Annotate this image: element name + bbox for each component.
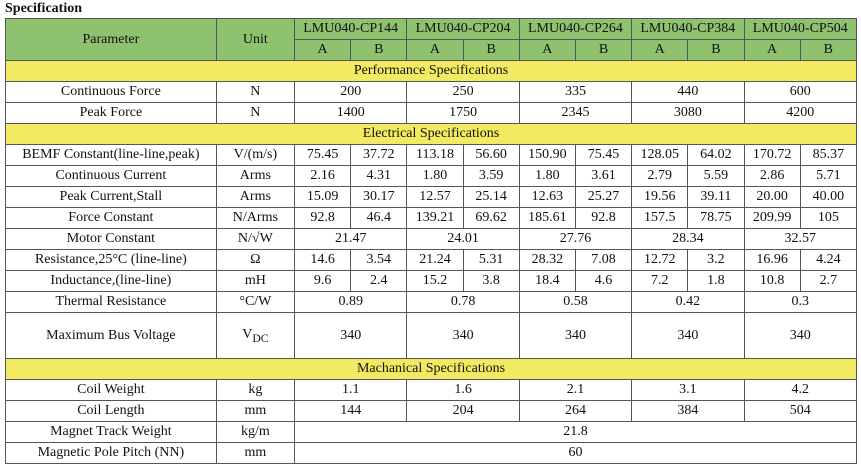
value-cell: 2.4 — [351, 271, 407, 292]
value-cell: 200 — [295, 82, 407, 103]
header-variant-a: A — [407, 40, 463, 61]
table-row — [6, 271, 857, 292]
table-row — [6, 229, 857, 250]
value-cell: 60 — [295, 443, 857, 464]
unit-label: N/Arms — [216, 208, 294, 229]
header-variant-b: B — [575, 40, 631, 61]
value-cell: 139.21 — [407, 208, 463, 229]
unit-label: V/(m/s) — [216, 145, 294, 166]
value-cell: 4200 — [744, 103, 857, 124]
unit-label: N — [216, 103, 294, 124]
value-cell: 7.2 — [632, 271, 688, 292]
param-label: Coil Length — [6, 401, 217, 422]
param-label: Continuous Force — [6, 82, 217, 103]
value-cell: 2.79 — [632, 166, 688, 187]
unit-label: °C/W — [216, 292, 294, 313]
header-variant-a: A — [744, 40, 800, 61]
value-cell: 32.57 — [744, 229, 857, 250]
param-label: BEMF Constant(line-line,peak) — [6, 145, 217, 166]
value-cell: 340 — [295, 313, 407, 359]
value-cell: 440 — [632, 82, 744, 103]
value-cell: 170.72 — [744, 145, 800, 166]
value-cell: 7.08 — [575, 250, 631, 271]
unit-label: mm — [216, 443, 294, 464]
unit-label — [216, 313, 294, 359]
value-cell: 25.27 — [575, 187, 631, 208]
value-cell: 16.96 — [744, 250, 800, 271]
value-cell: 92.8 — [575, 208, 631, 229]
specification-table — [5, 18, 857, 464]
value-cell: 75.45 — [295, 145, 351, 166]
value-cell: 340 — [632, 313, 744, 359]
value-cell: 2345 — [519, 103, 631, 124]
value-cell: 0.89 — [295, 292, 407, 313]
header-variant-a: A — [519, 40, 575, 61]
header-variant-a: A — [632, 40, 688, 61]
value-cell: 1750 — [407, 103, 519, 124]
value-cell: 5.71 — [800, 166, 856, 187]
value-cell: 15.2 — [407, 271, 463, 292]
value-cell: 4.2 — [744, 380, 857, 401]
value-cell: 21.24 — [407, 250, 463, 271]
value-cell: 1400 — [295, 103, 407, 124]
value-cell: 1.80 — [519, 166, 575, 187]
value-cell: 157.5 — [632, 208, 688, 229]
value-cell: 3080 — [632, 103, 744, 124]
value-cell: 12.72 — [632, 250, 688, 271]
value-cell: 3.2 — [688, 250, 744, 271]
value-cell: 28.34 — [632, 229, 744, 250]
value-cell: 264 — [519, 401, 631, 422]
value-cell: 85.37 — [800, 145, 856, 166]
section-row — [6, 61, 857, 82]
value-cell: 14.6 — [295, 250, 351, 271]
value-cell: 39.11 — [688, 187, 744, 208]
unit-label: N/√W — [216, 229, 294, 250]
value-cell: 37.72 — [351, 145, 407, 166]
table-row — [6, 250, 857, 271]
value-cell: 4.31 — [351, 166, 407, 187]
param-label: Resistance,25°C (line-line) — [6, 250, 217, 271]
value-cell: 1.6 — [407, 380, 519, 401]
value-cell: 504 — [744, 401, 857, 422]
value-cell: 0.58 — [519, 292, 631, 313]
table-row — [6, 292, 857, 313]
page-title: Specification — [5, 1, 82, 16]
value-cell: 209.99 — [744, 208, 800, 229]
value-cell: 40.00 — [800, 187, 856, 208]
value-cell: 25.14 — [463, 187, 519, 208]
value-cell: 24.01 — [407, 229, 519, 250]
section-heading: Performance Specifications — [6, 61, 857, 82]
unit-label: mm — [216, 401, 294, 422]
unit-label: Arms — [216, 187, 294, 208]
value-cell: 2.7 — [800, 271, 856, 292]
value-cell: 128.05 — [632, 145, 688, 166]
value-cell: 75.45 — [575, 145, 631, 166]
unit-subscript: DC — [252, 331, 269, 345]
value-cell: 250 — [407, 82, 519, 103]
header-variant-b: B — [463, 40, 519, 61]
value-cell: 78.75 — [688, 208, 744, 229]
table-row — [6, 401, 857, 422]
header-variant-a: A — [295, 40, 351, 61]
header-model: LMU040-CP144 — [295, 19, 407, 40]
param-label: Continuous Current — [6, 166, 217, 187]
value-cell: 600 — [744, 82, 857, 103]
value-cell: 19.56 — [632, 187, 688, 208]
table-row — [6, 187, 857, 208]
value-cell: 20.00 — [744, 187, 800, 208]
value-cell: 5.31 — [463, 250, 519, 271]
value-cell: 18.4 — [519, 271, 575, 292]
header-model: LMU040-CP384 — [632, 19, 744, 40]
param-label: Thermal Resistance — [6, 292, 217, 313]
param-label: Maximum Bus Voltage — [6, 313, 217, 359]
table-row — [6, 103, 857, 124]
value-cell: 1.1 — [295, 380, 407, 401]
param-label: Magnet Track Weight — [6, 422, 217, 443]
header-row-models — [6, 19, 857, 40]
header-variant-b: B — [800, 40, 856, 61]
value-cell: 0.78 — [407, 292, 519, 313]
value-cell: 21.8 — [295, 422, 857, 443]
value-cell: 92.8 — [295, 208, 351, 229]
value-cell: 113.18 — [407, 145, 463, 166]
value-cell: 340 — [519, 313, 631, 359]
table-row — [6, 82, 857, 103]
unit-main: V — [242, 326, 253, 342]
header-unit: Unit — [216, 19, 294, 61]
value-cell: 69.62 — [463, 208, 519, 229]
section-row — [6, 124, 857, 145]
value-cell: 3.61 — [575, 166, 631, 187]
table-row — [6, 443, 857, 464]
value-cell: 1.8 — [688, 271, 744, 292]
unit-label: kg/m — [216, 422, 294, 443]
unit-label: Arms — [216, 166, 294, 187]
value-cell: 4.24 — [800, 250, 856, 271]
param-label: Force Constant — [6, 208, 217, 229]
table-row — [6, 145, 857, 166]
value-cell: 46.4 — [351, 208, 407, 229]
param-label: Inductance,(line-line) — [6, 271, 217, 292]
table-row — [6, 208, 857, 229]
header-model: LMU040-CP264 — [519, 19, 631, 40]
value-cell: 2.1 — [519, 380, 631, 401]
header-model: LMU040-CP504 — [744, 19, 857, 40]
header-parameter: Parameter — [6, 19, 217, 61]
value-cell: 144 — [295, 401, 407, 422]
header-variant-b: B — [351, 40, 407, 61]
param-label: Peak Current,Stall — [6, 187, 217, 208]
value-cell: 204 — [407, 401, 519, 422]
value-cell: 2.86 — [744, 166, 800, 187]
value-cell: 10.8 — [744, 271, 800, 292]
table-row — [6, 166, 857, 187]
value-cell: 340 — [407, 313, 519, 359]
header-variant-b: B — [688, 40, 744, 61]
value-cell: 0.42 — [632, 292, 744, 313]
value-cell: 30.17 — [351, 187, 407, 208]
value-cell: 2.16 — [295, 166, 351, 187]
table-row — [6, 313, 857, 359]
value-cell: 1.80 — [407, 166, 463, 187]
value-cell: 185.61 — [519, 208, 575, 229]
value-cell: 0.3 — [744, 292, 857, 313]
table-row — [6, 422, 857, 443]
value-cell: 64.02 — [688, 145, 744, 166]
value-cell: 15.09 — [295, 187, 351, 208]
section-row — [6, 359, 857, 380]
value-cell: 3.8 — [463, 271, 519, 292]
value-cell: 21.47 — [295, 229, 407, 250]
value-cell: 12.57 — [407, 187, 463, 208]
param-label: Motor Constant — [6, 229, 217, 250]
param-label: Peak Force — [6, 103, 217, 124]
value-cell: 5.59 — [688, 166, 744, 187]
value-cell: 384 — [632, 401, 744, 422]
param-label: Coil Weight — [6, 380, 217, 401]
unit-label: mH — [216, 271, 294, 292]
unit-label: Ω — [216, 250, 294, 271]
value-cell: 3.54 — [351, 250, 407, 271]
value-cell: 340 — [744, 313, 857, 359]
value-cell: 105 — [800, 208, 856, 229]
value-cell: 28.32 — [519, 250, 575, 271]
section-heading: Electrical Specifications — [6, 124, 857, 145]
value-cell: 335 — [519, 82, 631, 103]
value-cell: 9.6 — [295, 271, 351, 292]
header-model: LMU040-CP204 — [407, 19, 519, 40]
unit-label: kg — [216, 380, 294, 401]
value-cell: 150.90 — [519, 145, 575, 166]
value-cell: 3.59 — [463, 166, 519, 187]
param-label: Magnetic Pole Pitch (NN) — [6, 443, 217, 464]
value-cell: 56.60 — [463, 145, 519, 166]
value-cell: 3.1 — [632, 380, 744, 401]
table-row — [6, 380, 857, 401]
section-heading: Machanical Specifications — [6, 359, 857, 380]
value-cell: 4.6 — [575, 271, 631, 292]
value-cell: 27.76 — [519, 229, 631, 250]
value-cell: 12.63 — [519, 187, 575, 208]
unit-label: N — [216, 82, 294, 103]
